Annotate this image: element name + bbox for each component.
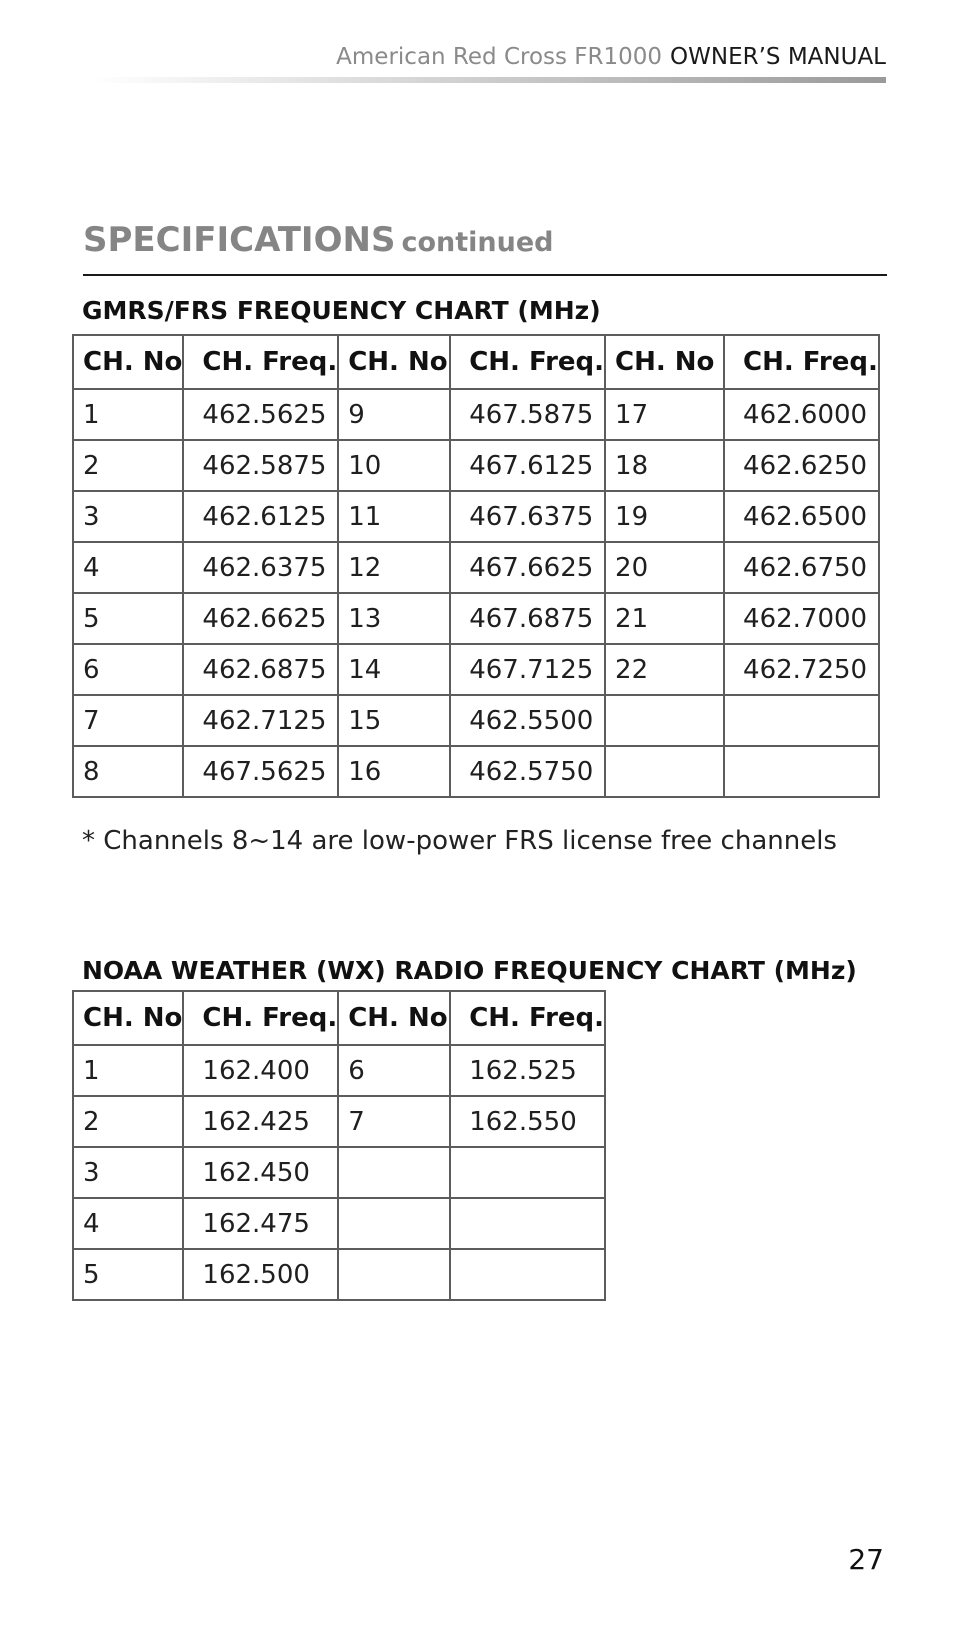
- column-header: CH. No: [73, 991, 183, 1045]
- table-cell: 462.6000: [724, 389, 879, 440]
- table-cell: 22: [605, 644, 724, 695]
- table-cell: 462.5500: [450, 695, 605, 746]
- table-cell: 18: [605, 440, 724, 491]
- table-cell: 162.475: [183, 1198, 338, 1249]
- table-cell: 467.6375: [450, 491, 605, 542]
- table-cell: 20: [605, 542, 724, 593]
- table-cell: 6: [73, 644, 183, 695]
- table-cell: 162.450: [183, 1147, 338, 1198]
- table-cell: 462.5625: [183, 389, 338, 440]
- header-rule: [92, 77, 886, 83]
- table-cell: 467.7125: [450, 644, 605, 695]
- table-cell: 467.6625: [450, 542, 605, 593]
- section-continued-label: continued: [401, 227, 554, 258]
- table-row: [73, 593, 879, 644]
- table-cell: 1: [73, 1045, 183, 1096]
- table-cell: [724, 695, 879, 746]
- table-cell: 7: [338, 1096, 450, 1147]
- table-cell: 462.6625: [183, 593, 338, 644]
- section-title-text: SPECIFICATIONS: [83, 220, 396, 260]
- table-cell: 1: [73, 389, 183, 440]
- table-header-row: [73, 991, 605, 1045]
- column-header: CH. No: [605, 335, 724, 389]
- table-cell: 12: [338, 542, 450, 593]
- table-cell: 4: [73, 1198, 183, 1249]
- table-cell: 21: [605, 593, 724, 644]
- table-cell: 462.6250: [724, 440, 879, 491]
- table-row: [73, 1147, 605, 1198]
- table-cell: [338, 1147, 450, 1198]
- gmrs-table-title: GMRS/FRS FREQUENCY CHART (MHz): [82, 296, 601, 325]
- table-row: [73, 389, 879, 440]
- column-header: CH. Freq.: [183, 335, 338, 389]
- noaa-frequency-table: [72, 990, 606, 1301]
- page-number: 27: [848, 1543, 884, 1576]
- table-row: [73, 746, 879, 797]
- table-cell: 7: [73, 695, 183, 746]
- table-row: [73, 1198, 605, 1249]
- table-cell: 11: [338, 491, 450, 542]
- section-title: [83, 220, 553, 260]
- table-cell: 14: [338, 644, 450, 695]
- table-row: [73, 1045, 605, 1096]
- table-row: [73, 1249, 605, 1300]
- column-header: CH. Freq.: [724, 335, 879, 389]
- table-row: [73, 542, 879, 593]
- table-cell: [450, 1147, 605, 1198]
- column-header: CH. No: [338, 991, 450, 1045]
- table-cell: [724, 746, 879, 797]
- table-cell: 462.7125: [183, 695, 338, 746]
- table-cell: 162.400: [183, 1045, 338, 1096]
- table-cell: [338, 1249, 450, 1300]
- table-cell: [605, 746, 724, 797]
- table-cell: 6: [338, 1045, 450, 1096]
- column-header: CH. Freq.: [450, 335, 605, 389]
- table-cell: 467.6875: [450, 593, 605, 644]
- gmrs-footnote: * Channels 8~14 are low-power FRS license free channels: [82, 826, 837, 856]
- table-cell: 162.500: [183, 1249, 338, 1300]
- table-cell: 16: [338, 746, 450, 797]
- table-cell: 162.525: [450, 1045, 605, 1096]
- table-header-row: [73, 335, 879, 389]
- table-cell: 462.7250: [724, 644, 879, 695]
- table-cell: 5: [73, 593, 183, 644]
- table-cell: 9: [338, 389, 450, 440]
- noaa-table-title: NOAA WEATHER (WX) RADIO FREQUENCY CHART (MHz): [82, 956, 857, 985]
- table-cell: 467.5875: [450, 389, 605, 440]
- table-row: [73, 440, 879, 491]
- table-cell: 13: [338, 593, 450, 644]
- gmrs-frequency-table: [72, 334, 880, 798]
- table-row: [73, 491, 879, 542]
- table-cell: 467.5625: [183, 746, 338, 797]
- column-header: CH. No: [338, 335, 450, 389]
- table-cell: [605, 695, 724, 746]
- table-cell: 162.425: [183, 1096, 338, 1147]
- table-cell: 17: [605, 389, 724, 440]
- table-cell: 10: [338, 440, 450, 491]
- column-header: CH. Freq.: [183, 991, 338, 1045]
- table-cell: 467.6125: [450, 440, 605, 491]
- table-cell: 462.6125: [183, 491, 338, 542]
- column-header: CH. No: [73, 335, 183, 389]
- table-cell: 19: [605, 491, 724, 542]
- table-cell: [338, 1198, 450, 1249]
- table-row: [73, 644, 879, 695]
- table-cell: [450, 1249, 605, 1300]
- table-cell: 2: [73, 440, 183, 491]
- table-cell: 462.5875: [183, 440, 338, 491]
- table-cell: 4: [73, 542, 183, 593]
- table-cell: 15: [338, 695, 450, 746]
- table-cell: 462.6750: [724, 542, 879, 593]
- document-name: American Red Cross FR1000: [336, 44, 663, 70]
- section-rule: [83, 274, 887, 276]
- table-row: [73, 695, 879, 746]
- table-cell: 462.6500: [724, 491, 879, 542]
- running-header: [336, 44, 886, 70]
- table-cell: 8: [73, 746, 183, 797]
- table-cell: [450, 1198, 605, 1249]
- table-cell: 462.6375: [183, 542, 338, 593]
- table-cell: 462.5750: [450, 746, 605, 797]
- table-cell: 462.7000: [724, 593, 879, 644]
- table-cell: 5: [73, 1249, 183, 1300]
- table-row: [73, 1096, 605, 1147]
- table-cell: 3: [73, 1147, 183, 1198]
- document-type: OWNER’S MANUAL: [670, 44, 886, 70]
- table-cell: 3: [73, 491, 183, 542]
- column-header: CH. Freq.: [450, 991, 605, 1045]
- table-cell: 162.550: [450, 1096, 605, 1147]
- table-cell: 2: [73, 1096, 183, 1147]
- table-cell: 462.6875: [183, 644, 338, 695]
